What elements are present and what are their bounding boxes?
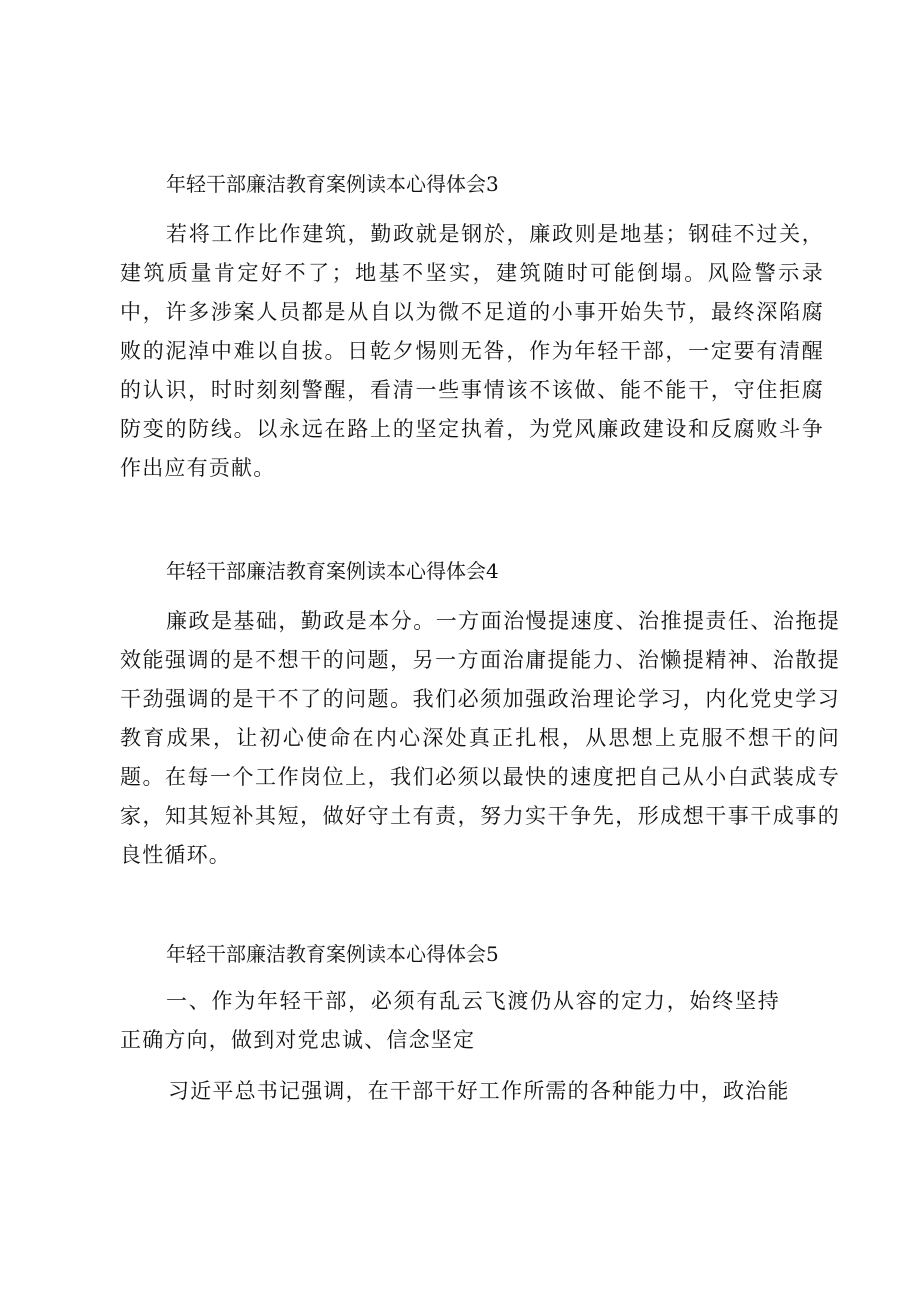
section-heading-3: 年轻干部廉洁教育案例读本心得体会3 <box>166 172 499 196</box>
section-heading-4: 年轻干部廉洁教育案例读本心得体会4 <box>166 559 499 583</box>
section-heading-5: 年轻干部廉洁教育案例读本心得体会5 <box>166 942 499 966</box>
section-paragraph-3: 若将工作比作建筑，勤政就是钢於，廉政则是地基；钢硅不过关，建筑质量肯定好不了；地基不坚实，建筑随时可能倒塌。风险警示录中，许多涉案人员都是从自以为微不足道的小事开始失节，最终深陷腐败的泥淖中难以自拔。日乾夕惕则无咎，作为年轻干部，一定要有清醒的认识，时时刻刻警醒，看清一些事情该不该做、能不能干，守住拒腐防变的防线。以永远在路上的坚定执着，为党风廉政建设和反腐败斗争作出应有贡献。 <box>120 222 824 480</box>
section-paragraph-4: 廉政是基础，勤政是本分。一方面治慢提速度、治推提责任、治拖提效能强调的是不想干的问题，另一方面治庸提能力、治懒提精神、治散提干劲强调的是干不了的问题。我们必须加强政治理论学习，内化党史学习教育成果，让初心使命在内心深处真正扎根，从思想上克服不想干的问题。在每一个工作岗位上，我们必须以最快的速度把自己从小白武装成专家，知其短补其短，做好守土有责，努力实干争先，形成想干事干成事的良性循环。 <box>120 609 840 867</box>
section-subheading-5: 一、作为年轻干部，必须有乱云飞渡仍从容的定力，始终坚持正确方向，做到对党忠诚、信念坚定 <box>120 989 780 1052</box>
section-paragraph-5: 习近平总书记强调，在干部干好工作所需的各种能力中，政治能 <box>168 1079 790 1103</box>
